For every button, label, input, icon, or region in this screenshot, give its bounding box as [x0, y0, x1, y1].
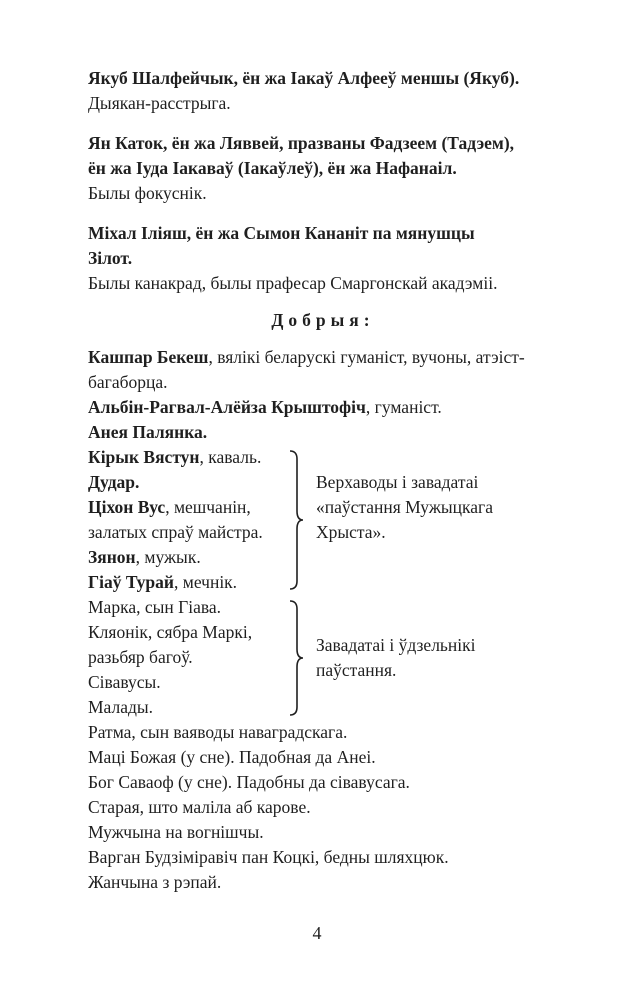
cast-name-line: Якуб Шалфейчык, ён жа Іакаў Алфееў меншы (Якуб).	[88, 68, 520, 88]
group-ringleaders	[88, 445, 558, 595]
list-item: багаборца.	[88, 372, 168, 392]
list-item: Бог Саваоф (у сне). Падобны да сівавусага.	[88, 772, 410, 792]
cast-description: Дыякан-расстрыга.	[88, 93, 231, 113]
list-item: разьбяр багоў.	[88, 647, 193, 667]
curly-brace-icon	[288, 599, 304, 717]
list-item: Мужчына на вогнішчы.	[88, 822, 264, 842]
list-item: Марка, сын Гіава.	[88, 597, 222, 617]
group-participants	[88, 595, 558, 720]
cast-name-line: Зілот.	[88, 248, 133, 268]
cast-entry-mikhal-iliyash	[88, 221, 558, 296]
cast-name-line: Міхал Іліяш, ён жа Сымон Кананіт па мянушцы	[88, 223, 475, 243]
list-item: Старая, што маліла аб карове.	[88, 797, 311, 817]
group-note-ringleaders: Верхаводы і завадатаі «паўстання Мужыцкага Хрыста».	[316, 472, 493, 542]
curly-brace-icon	[288, 449, 304, 591]
cast-name-line: Ян Каток, ён жа Ляввей, празваны Фадзеем (Тадэем),	[88, 133, 515, 153]
list-item: Малады.	[88, 697, 154, 717]
list-item: залатых спраў майстра.	[88, 522, 263, 542]
section-heading-good: Добрыя:	[271, 310, 375, 330]
list-item: Маці Божая (у сне). Падобная да Анеі.	[88, 747, 376, 767]
list-item: Жанчына з рэпай.	[88, 872, 222, 892]
list-item: Кашпар Бекеш, вялікі беларускі гуманіст, вучоны, атэіст-	[88, 347, 525, 367]
cast-name-line: ён жа Іуда Іакаваў (Іакаўлеў), ён жа Нафанаіл.	[88, 158, 457, 178]
cast-entry-yan-katok	[88, 131, 558, 206]
list-item: Анея Палянка.	[88, 422, 208, 442]
list-item: Ціхон Вус, мешчанін,	[88, 497, 251, 517]
list-item: Кірык Вястун, каваль.	[88, 447, 262, 467]
group-note-participants: Завадатаі і ўдзельнікі паўстання.	[316, 635, 476, 680]
remaining-cast-list	[88, 720, 558, 895]
cast-description: Былы канакрад, былы прафесар Смаргонскай акадэміі.	[88, 273, 498, 293]
page-number: 4	[312, 923, 322, 943]
cast-entry-yakub	[88, 66, 558, 116]
list-item: Сівавусы.	[88, 672, 161, 692]
list-item: Варган Будзіміравіч пан Коцкі, бедны шляхцюк.	[88, 847, 449, 867]
good-intro-list	[88, 345, 558, 445]
list-item: Кляонік, сябра Маркі,	[88, 622, 253, 642]
cast-description: Былы фокуснік.	[88, 183, 207, 203]
list-item: Гіаў Турай, мечнік.	[88, 572, 238, 592]
list-item: Дудар.	[88, 472, 140, 492]
list-item: Зянон, мужык.	[88, 547, 201, 567]
list-item: Альбін-Рагвал-Алёйза Крыштофіч, гуманіст.	[88, 397, 442, 417]
list-item: Ратма, сын ваяводы наваградскага.	[88, 722, 348, 742]
page-content	[88, 66, 558, 895]
